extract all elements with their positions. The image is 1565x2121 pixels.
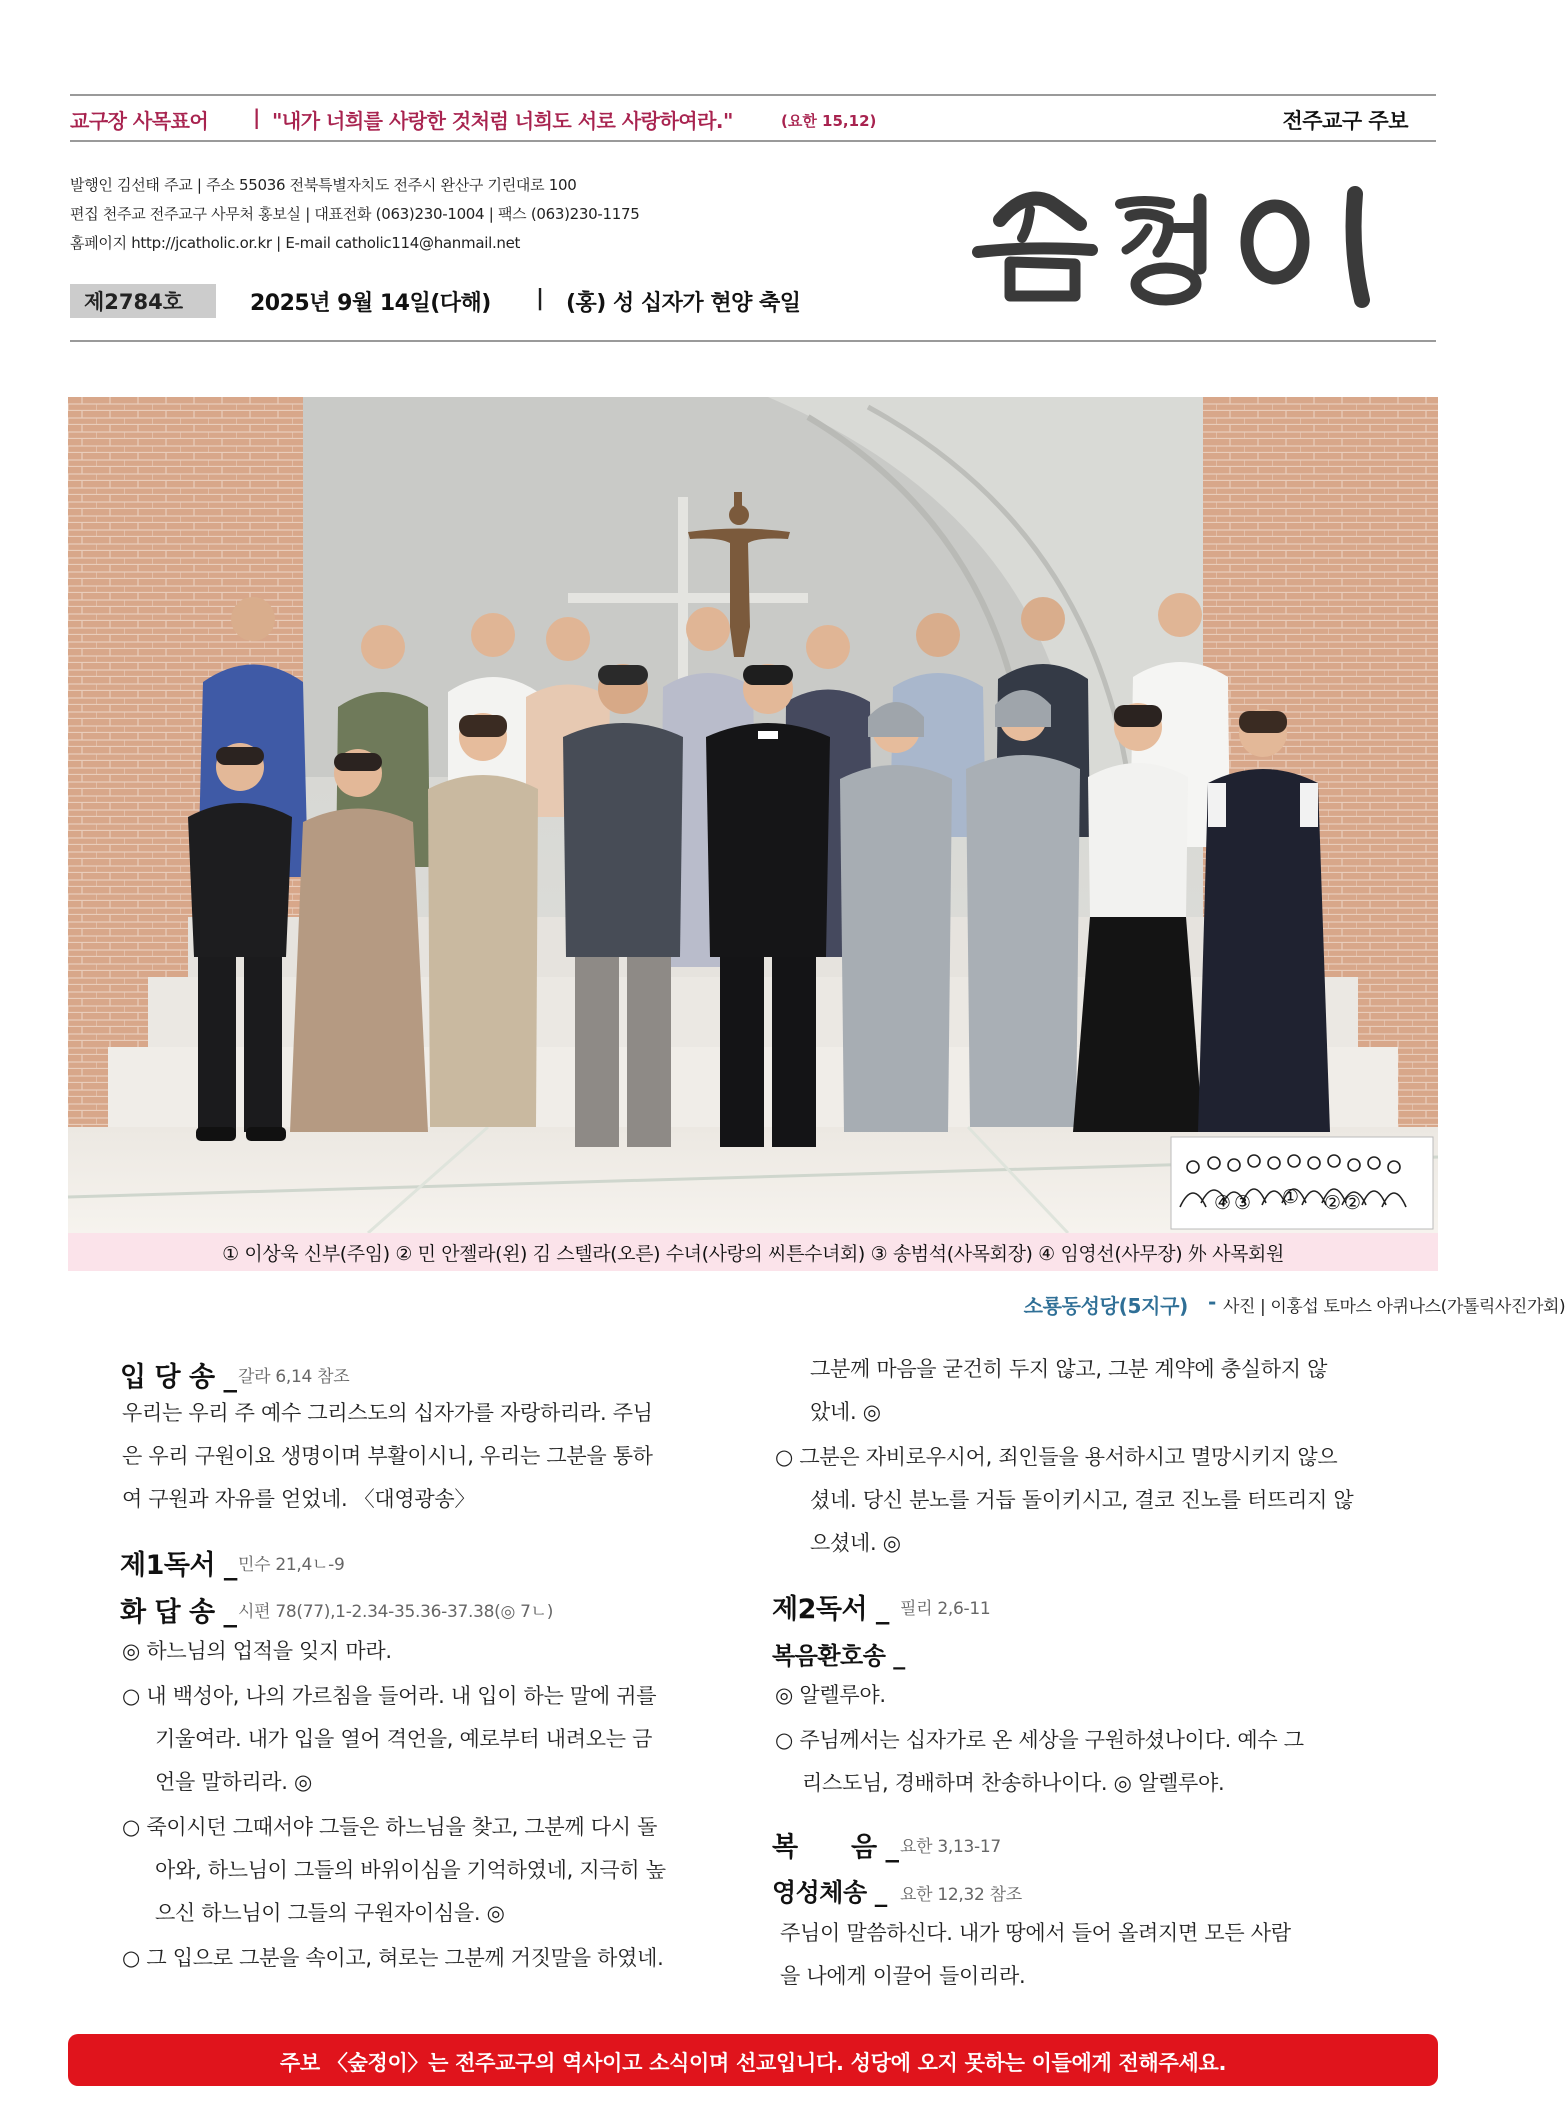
group-photo bbox=[68, 397, 1438, 1233]
issue-separator: | bbox=[536, 286, 545, 311]
editor-info: 편집 천주교 전주교구 사무처 홍보실 | 대표전화 (063)230-1004 | 팩스 (063)230-1175 bbox=[70, 205, 640, 223]
entrance-antiphon-title: 입 당 송 _ bbox=[120, 1362, 237, 1393]
first-reading-title: 제1독서 _ bbox=[120, 1550, 237, 1581]
publisher-info: 발행인 김선태 주교 | 주소 55036 전북특별자치도 전주시 완산구 기린대로 100 bbox=[70, 176, 577, 194]
psalm-verse-2-line-1: ○ 죽이시던 그때서야 그들은 하느님을 찾고, 그분께 다시 돌 bbox=[122, 1815, 658, 1839]
masthead-logo-art bbox=[970, 180, 1410, 310]
gospel-acclamation-line-1: ○ 주님께서는 십자가로 온 세상을 구원하셨나이다. 예수 그 bbox=[775, 1728, 1304, 1752]
psalm-verse-3-line-1: ○ 그 입으로 그분을 속이고, 혀로는 그분께 거짓말을 하였네. bbox=[122, 1946, 664, 1970]
motto-reference: (요한 15,12) bbox=[781, 112, 877, 130]
gospel-acclamation-line-2: 리스도님, 경배하며 찬송하나이다. ◎ 알렐루야. bbox=[802, 1771, 1225, 1795]
communion-ref: 요한 12,32 참조 bbox=[900, 1885, 1022, 1905]
contact-info: 홈페이지 http://jcatholic.or.kr | E-mail catholic114@hanmail.net bbox=[70, 234, 521, 252]
issue-rule bbox=[70, 340, 1436, 342]
feast-title: (홍) 성 십자가 현양 축일 bbox=[566, 291, 801, 316]
issue-number: 제2784호 bbox=[84, 290, 184, 314]
psalm-verse-1-line-1: ○ 내 백성아, 나의 가르침을 들어라. 내 입이 하는 말에 귀를 bbox=[122, 1684, 657, 1708]
psalm-ref: 시편 78(77),1-2.34-35.36-37.38(◎ 7ㄴ) bbox=[238, 1602, 554, 1622]
motto-text: "내가 너희를 사랑한 것처럼 너희도 서로 사랑하여라." bbox=[272, 109, 733, 133]
photo-credit: 사진 | 이홍섭 토마스 아퀴나스(가톨릭사진가회) bbox=[1223, 1297, 1565, 1317]
psalm-title: 화 답 송 _ bbox=[120, 1597, 237, 1628]
parish-name: 소룡동성당(5지구) bbox=[1023, 1294, 1188, 1318]
weekly-label: 전주교구 주보 bbox=[1282, 109, 1408, 133]
motto-separator: | bbox=[253, 105, 261, 129]
psalm-verse-4-line-3: 으셨네. ◎ bbox=[810, 1531, 901, 1555]
key-number-3: ③ bbox=[1234, 1192, 1252, 1214]
psalm-verse-4-line-2: 셨네. 당신 분노를 거듭 돌이키시고, 결코 진노를 터뜨리지 않 bbox=[810, 1488, 1354, 1512]
psalm-verse-2-line-3: 으신 하느님이 그들의 구원자이심을. ◎ bbox=[155, 1901, 505, 1925]
first-reading-ref: 민수 21,4ㄴ-9 bbox=[238, 1555, 345, 1575]
key-number-2b: ② bbox=[1344, 1192, 1362, 1214]
key-number-1: ① bbox=[1282, 1186, 1300, 1208]
psalm-verse-3-line-2: 그분께 마음을 굳건히 두지 않고, 그분 계약에 충실하지 않 bbox=[810, 1357, 1328, 1381]
key-number-2a: ② bbox=[1324, 1192, 1342, 1214]
top-rule bbox=[70, 94, 1436, 96]
communion-title: 영성체송 _ bbox=[772, 1878, 887, 1907]
issue-date: 2025년 9월 14일(다해) bbox=[250, 291, 491, 316]
psalm-response: ◎ 하느님의 업적을 잊지 마라. bbox=[122, 1639, 392, 1663]
bottom-banner-text: 주보 〈숲정이〉는 전주교구의 역사이고 소식이며 선교입니다. 성당에 오지 못하는 이들에게 전해주세요. bbox=[279, 2051, 1227, 2075]
motto-label: 교구장 사목표어 bbox=[70, 109, 209, 133]
key-number-4: ④ bbox=[1214, 1192, 1232, 1214]
entrance-line-2: 은 우리 구원이요 생명이며 부활이시니, 우리는 그분을 통하 bbox=[122, 1444, 653, 1468]
communion-line-2: 을 나에게 이끌어 들이리라. bbox=[780, 1964, 1026, 1988]
header-rule bbox=[70, 140, 1436, 142]
gospel-title: 복 음 _ bbox=[772, 1832, 899, 1863]
group-photo-illustration bbox=[68, 397, 1438, 1233]
gospel-acclamation-response: ◎ 알렐루야. bbox=[775, 1683, 886, 1707]
entrance-line-3: 여 구원과 자유를 얻었네. 〈대영광송〉 bbox=[122, 1487, 476, 1511]
gospel-ref: 요한 3,13-17 bbox=[900, 1837, 1001, 1857]
masthead-logo bbox=[970, 180, 1410, 314]
entrance-antiphon-ref: 갈라 6,14 참조 bbox=[238, 1367, 350, 1387]
psalm-verse-2-line-2: 아와, 하느님이 그들의 바위이심을 기억하였네, 지극히 높 bbox=[155, 1858, 666, 1882]
psalm-verse-4-line-1: ○ 그분은 자비로우시어, 죄인들을 용서하시고 멸망시키지 않으 bbox=[775, 1445, 1338, 1469]
communion-line-1: 주님이 말씀하신다. 내가 땅에서 들어 올려지면 모든 사람 bbox=[780, 1921, 1291, 1945]
second-reading-title: 제2독서 _ bbox=[772, 1594, 889, 1625]
gospel-acclamation-title: 복음환호송 _ bbox=[772, 1642, 905, 1670]
entrance-line-1: 우리는 우리 주 예수 그리스도의 십자가를 자랑하리라. 주님 bbox=[122, 1401, 653, 1425]
psalm-verse-1-line-2: 기울여라. 내가 입을 열어 격언을, 예로부터 내려오는 금 bbox=[155, 1727, 653, 1751]
psalm-verse-1-line-3: 언을 말하리라. ◎ bbox=[155, 1770, 313, 1794]
credit-dash: - bbox=[1208, 1290, 1217, 1314]
second-reading-ref: 필리 2,6-11 bbox=[900, 1599, 991, 1619]
psalm-verse-3-line-3: 았네. ◎ bbox=[810, 1400, 881, 1424]
photo-caption: ① 이상욱 신부(주임) ② 민 안젤라(왼) 김 스텔라(오른) 수녀(사랑의 씨튼수녀회) ③ 송범석(사목회장) ④ 임영선(사무장) 外 사목회원 bbox=[222, 1243, 1284, 1265]
